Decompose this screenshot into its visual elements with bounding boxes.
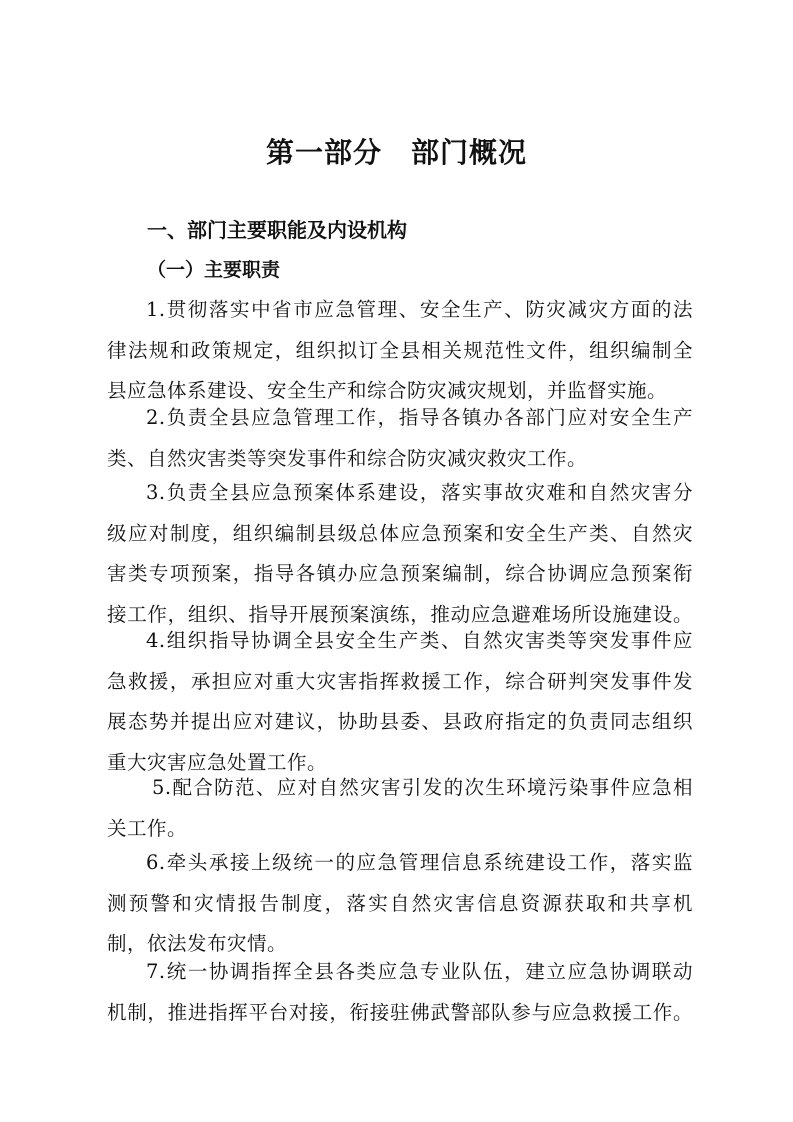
paragraph-duty-5: [107, 768, 693, 849]
paragraph-line: 类、自然灾害类等突发事件和综合防灾减灾救灾工作。: [107, 446, 588, 470]
paragraph-line: 2.负责全县应急管理工作，指导各镇办各部门应对安全生产: [146, 406, 693, 429]
section-heading: 一、部门主要职能及内设机构: [147, 218, 407, 242]
paragraph-line: 机制，推进指挥平台对接，衔接驻佛武警部队参与应急救援工作。: [107, 1000, 693, 1024]
paragraph-line: 5.配合防范、应对自然灾害引发的次生环境污染事件应急相: [152, 776, 693, 799]
paragraph-line: 县应急体系建设、安全生产和综合防灾减灾规划，并监督实施。: [107, 379, 668, 402]
paragraph-line: 律法规和政策规定，组织拟订全县相关规范性文件，组织编制全: [107, 338, 693, 362]
paragraph-line: 急救援，承担应对重大灾害指挥救援工作，综合研判突发事件发: [107, 669, 693, 693]
paragraph-duty-2: [107, 398, 693, 479]
paragraph-line: 展态势并提出应对建议，协助县委、县政府指定的负责同志组织: [107, 710, 693, 733]
paragraph-line: 测预警和灾情报告制度，落实自然灾害信息资源获取和共享机: [107, 891, 693, 915]
paragraph-line: 7.统一协调指挥全县各类应急专业队伍，建立应急协调联动: [146, 960, 693, 983]
paragraph-duty-4: [107, 621, 693, 783]
paragraph-duty-3: [107, 473, 693, 635]
paragraph-line: 关工作。: [107, 816, 188, 840]
paragraph-duty-6: [107, 843, 693, 965]
paragraph-line: 3.负责全县应急预案体系建设，落实事故灾难和自然灾害分: [146, 481, 693, 504]
paragraph-line: 1.贯彻落实中省市应急管理、安全生产、防灾减灾方面的法: [146, 298, 693, 321]
paragraph-duty-7: [107, 952, 693, 1033]
paragraph-line: 4.组织指导协调全县安全生产类、自然灾害类等突发事件应: [146, 629, 693, 652]
paragraph-line: 6.牵头承接上级统一的应急管理信息系统建设工作，落实监: [146, 851, 693, 874]
paragraph-line: 重大灾害应急处置工作。: [107, 750, 328, 774]
paragraph-line: 制，依法发布灾情。: [107, 932, 288, 955]
paragraph-line: 害类专项预案，指导各镇办应急预案编制，综合协调应急预案衔: [107, 562, 693, 585]
subsection-heading: （一）主要职责: [147, 259, 281, 281]
paragraph-duty-1: [107, 290, 693, 412]
page-title: 第一部分 部门概况: [265, 136, 527, 169]
paragraph-line: 级应对制度，组织编制县级总体应急预案和安全生产类、自然灾: [107, 521, 693, 545]
paragraph-line: 接工作，组织、指导开展预案演练，推动应急避难场所设施建设。: [107, 602, 693, 626]
